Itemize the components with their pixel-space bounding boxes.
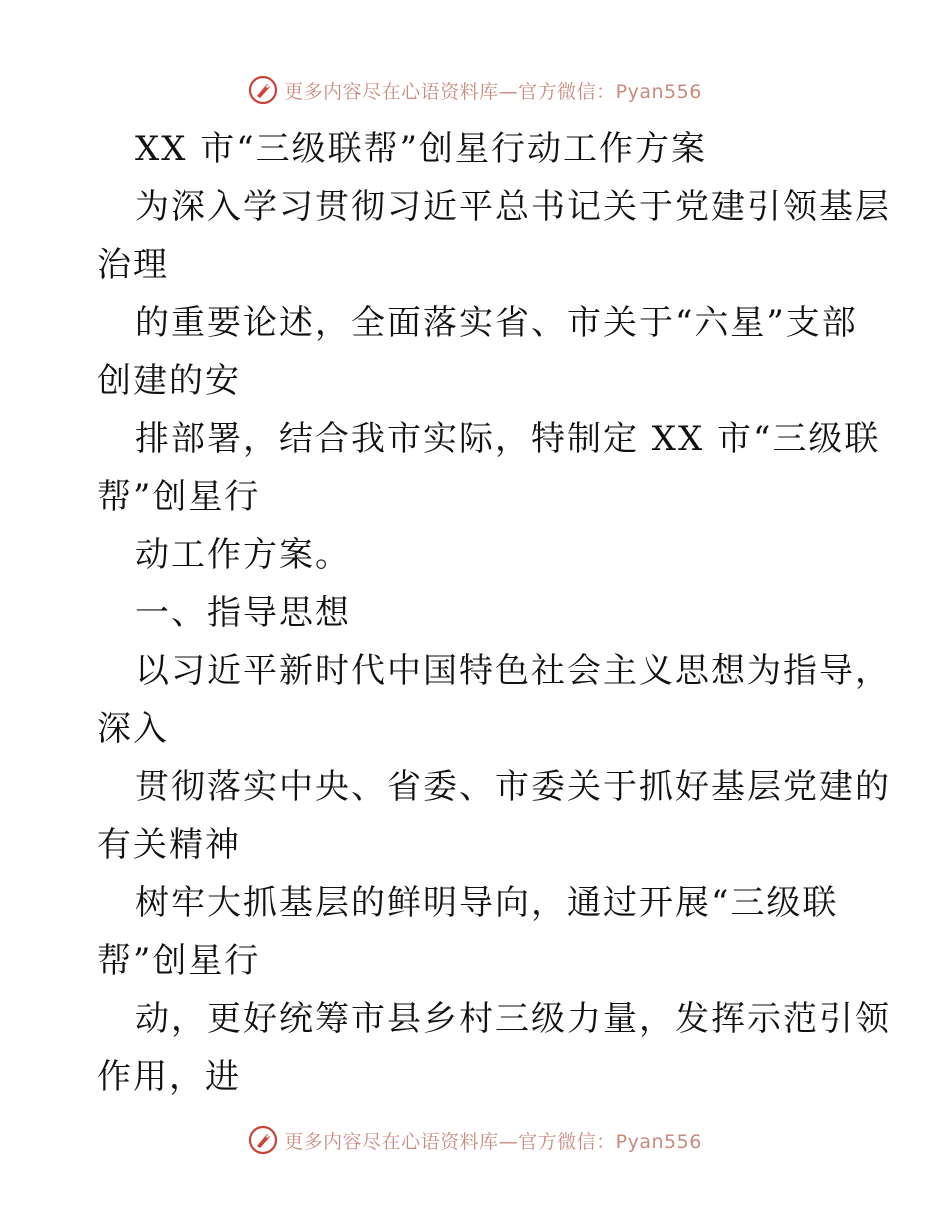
header-watermark-text: 更多内容尽在心语资料库—官方微信：Pyan556	[284, 80, 702, 103]
paragraph-line: 治理	[97, 245, 169, 285]
footer-watermark-banner	[0, 1120, 950, 1160]
document-title: XX 市“三级联帮”创星行动工作方案	[135, 129, 707, 169]
paragraph-line: 作用，进	[97, 1057, 241, 1097]
paragraph-line: 排部署，结合我市实际，特制定 XX 市“三级联	[135, 419, 881, 459]
paragraph-line: 贯彻落实中央、省委、市委关于抓好基层党建的	[135, 767, 891, 807]
paragraph-line: 动，更好统筹市县乡村三级力量，发挥示范引领	[135, 999, 891, 1039]
paragraph-line: 帮”创星行	[97, 477, 261, 517]
paragraph-line: 有关精神	[97, 825, 241, 865]
paragraph-line: 创建的安	[97, 361, 241, 401]
footer-watermark-text: 更多内容尽在心语资料库—官方微信：Pyan556	[284, 1130, 702, 1153]
paragraph-line: 的重要论述，全面落实省、市关于“六星”支部	[135, 303, 858, 343]
pen-nib-circle-icon	[248, 75, 278, 105]
section-heading: 一、指导思想	[135, 593, 351, 633]
paragraph-line: 以习近平新时代中国特色社会主义思想为指导，	[135, 651, 891, 691]
pen-nib-circle-icon	[248, 1125, 278, 1155]
header-watermark-banner	[0, 70, 950, 110]
paragraph-line: 为深入学习贯彻习近平总书记关于党建引领基层	[135, 187, 891, 227]
paragraph-line: 动工作方案。	[135, 535, 351, 575]
paragraph-line: 树牢大抓基层的鲜明导向，通过开展“三级联	[135, 883, 839, 923]
document-body	[97, 120, 891, 1106]
paragraph-line: 深入	[97, 709, 169, 749]
paragraph-line: 帮”创星行	[97, 941, 261, 981]
